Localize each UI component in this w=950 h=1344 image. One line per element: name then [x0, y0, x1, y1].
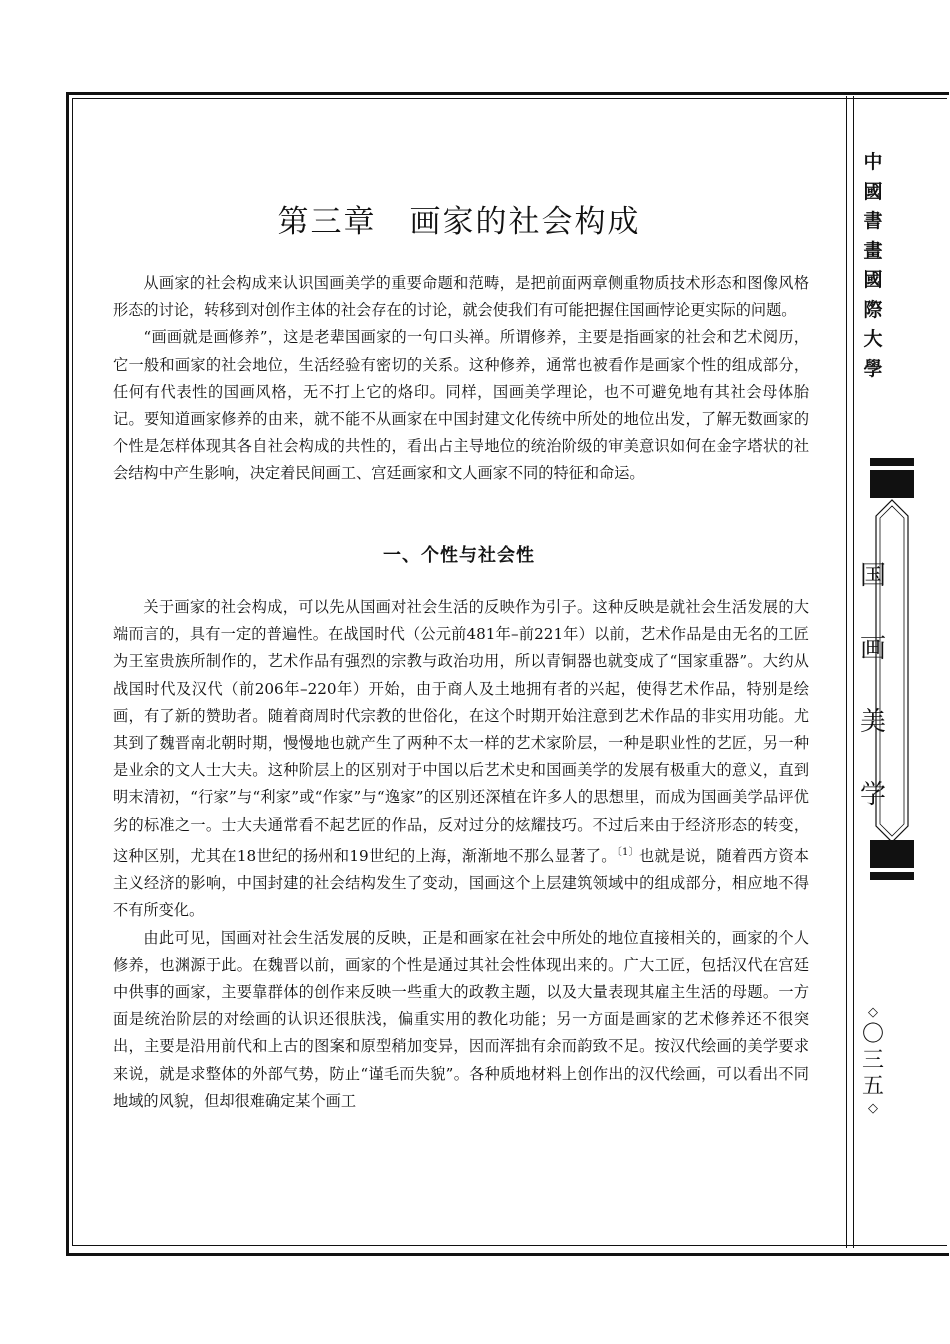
chapter-title: 第三章 画家的社会构成 [277, 204, 641, 240]
intro-paragraph: 从画家的社会构成来认识国画美学的重要命题和范畴，是把前面两章侧重物质技术形态和图像风格形态的讨论，转移到对创作主体的社会存在的讨论，就会使我们有可能把握住国画悖论更实际的问题。 [113, 274, 809, 320]
section-heading: 一、个性与社会性 [383, 545, 535, 566]
body-paragraph: 由此可见，国画对社会生活发展的反映，正是和画家在社会中所处的地位直接相关的，画家的个人修养，也渊源于此。在魏晋以前，画家的个性是通过其社会性体现出来的。广大工匠，包括汉代在宫廷中供事的画家，主要靠群体的创作来反映一些重大的政教主题，以及大量表现其雇主生活的母题。一方面是统治阶层的对绘画的认识还很肤浅，偏重实用的教化功能；另一方面是画家的艺术修养还不很突出，主要是沿用前代和上古的图案和原型稍加变异，因而浑拙有余而韵致不足。按汉代绘画的美学要求来说，就是求整体的外部气势，防止“谨毛而失貌”。各种质地材料上创作出的汉代绘画，可以看出不同地域的风貌，但却很难确定某个画工 [113, 928, 809, 1110]
school-name-char: 畫 [863, 239, 883, 262]
sidebar-rule-top [870, 458, 914, 466]
body-text-before-note: 关于画家的社会构成，可以先从国画对社会生活的反映作为引子。这种反映是就社会生活发展的大端而言的，具有一定的普遍性。在战国时代（公元前481年–前221年）以前，艺术作品是由无名的工匠为王室贵族所制作的，艺术作品有强烈的宗教与政治功用，所以青铜器也就变成了“国家重器”。大约从战国时代及汉代（前206年–220年）开始，由于商人及土地拥有者的兴起，使得艺术作品，特别是绘画，有了新的赞助者。随着商周时代宗教的世俗化，在这个时期开始注意到艺术作品的非实用功能。尤其到了魏晋南北朝时期，慢慢地也就产生了两种不太一样的艺术家阶层，一种是职业性的艺匠，另一种是业余的文人士大夫。这种阶层上的区别对于中国以后艺术史和国画美学的发展有极重大的意义，直到明末清初，“行家”与“利家”或“作家”与“逸家”的区别还深植在许多人的思想里，而成为国画美学品评优劣的标准之一。士大夫通常看不起艺匠的作品，反对过分的炫耀技巧。不过后来由于经济形态的转变，这种区别，尤其在18世纪的扬州和19世纪的上海，渐渐地不那么显著了。 [113, 598, 809, 865]
book-title-char: 美 [859, 707, 886, 737]
school-name-char: 中 [863, 151, 883, 173]
sidebar-cap-bottom [870, 840, 914, 868]
body-paragraph [113, 594, 809, 925]
page-number-char: 五 [861, 1074, 884, 1099]
school-name-char: 國 [863, 180, 883, 203]
sidebar-divider [846, 96, 847, 1248]
intro-text [113, 270, 809, 488]
page-number [856, 1022, 890, 1100]
book-title-vertical [856, 540, 890, 832]
school-name-vertical [856, 148, 890, 384]
page-number-vertical [856, 1004, 890, 1118]
diamond-icon: ◇ [868, 1101, 878, 1116]
body-text-after-note: 也就是说，随着西方资本主义经济的影响，中国封建的社会结构发生了变动，国画这个上层建筑领域中的组成部分，相应地不得不有所变化。 [113, 846, 809, 920]
footnote-marker[interactable]: 〔1〕 [616, 846, 639, 858]
sidebar-divider-inner [853, 96, 854, 1248]
book-title-char: 学 [859, 780, 886, 810]
book-title-char: 画 [859, 634, 886, 664]
diamond-icon: ◇ [868, 1005, 878, 1020]
book-title-char: 国 [859, 561, 886, 591]
page-number-char: 三 [861, 1048, 884, 1073]
sidebar-rule-bottom [870, 872, 914, 880]
school-name-char: 學 [863, 357, 883, 380]
body-text [113, 594, 809, 1115]
school-name-char: 國 [863, 269, 883, 291]
school-name-char: 際 [863, 298, 883, 321]
page-number-char: 〇 [861, 1022, 884, 1047]
school-name-char: 大 [863, 328, 883, 350]
intro-paragraph: “画画就是画修养”，这是老辈国画家的一句口头禅。所谓修养，主要是指画家的社会和艺术阅历，它一般和画家的社会地位，生活经验有密切的关系。这种修养，通常也被看作是画家个性的组成部分，任何有代表性的国画风格，无不打上它的烙印。同样，国画美学理论，也不可避免地有其社会母体胎记。要知道画家修养的由来，就不能不从画家在中国封建文化传统中所处的地位出发，了解无数画家的个性是怎样体现其各自社会构成的共性的，看出占主导地位的统治阶级的审美意识如何在金字塔状的社会结构中产生影响，决定着民间画工、宫廷画家和文人画家不同的特征和命运。 [113, 328, 809, 483]
school-name-char: 書 [863, 210, 883, 232]
